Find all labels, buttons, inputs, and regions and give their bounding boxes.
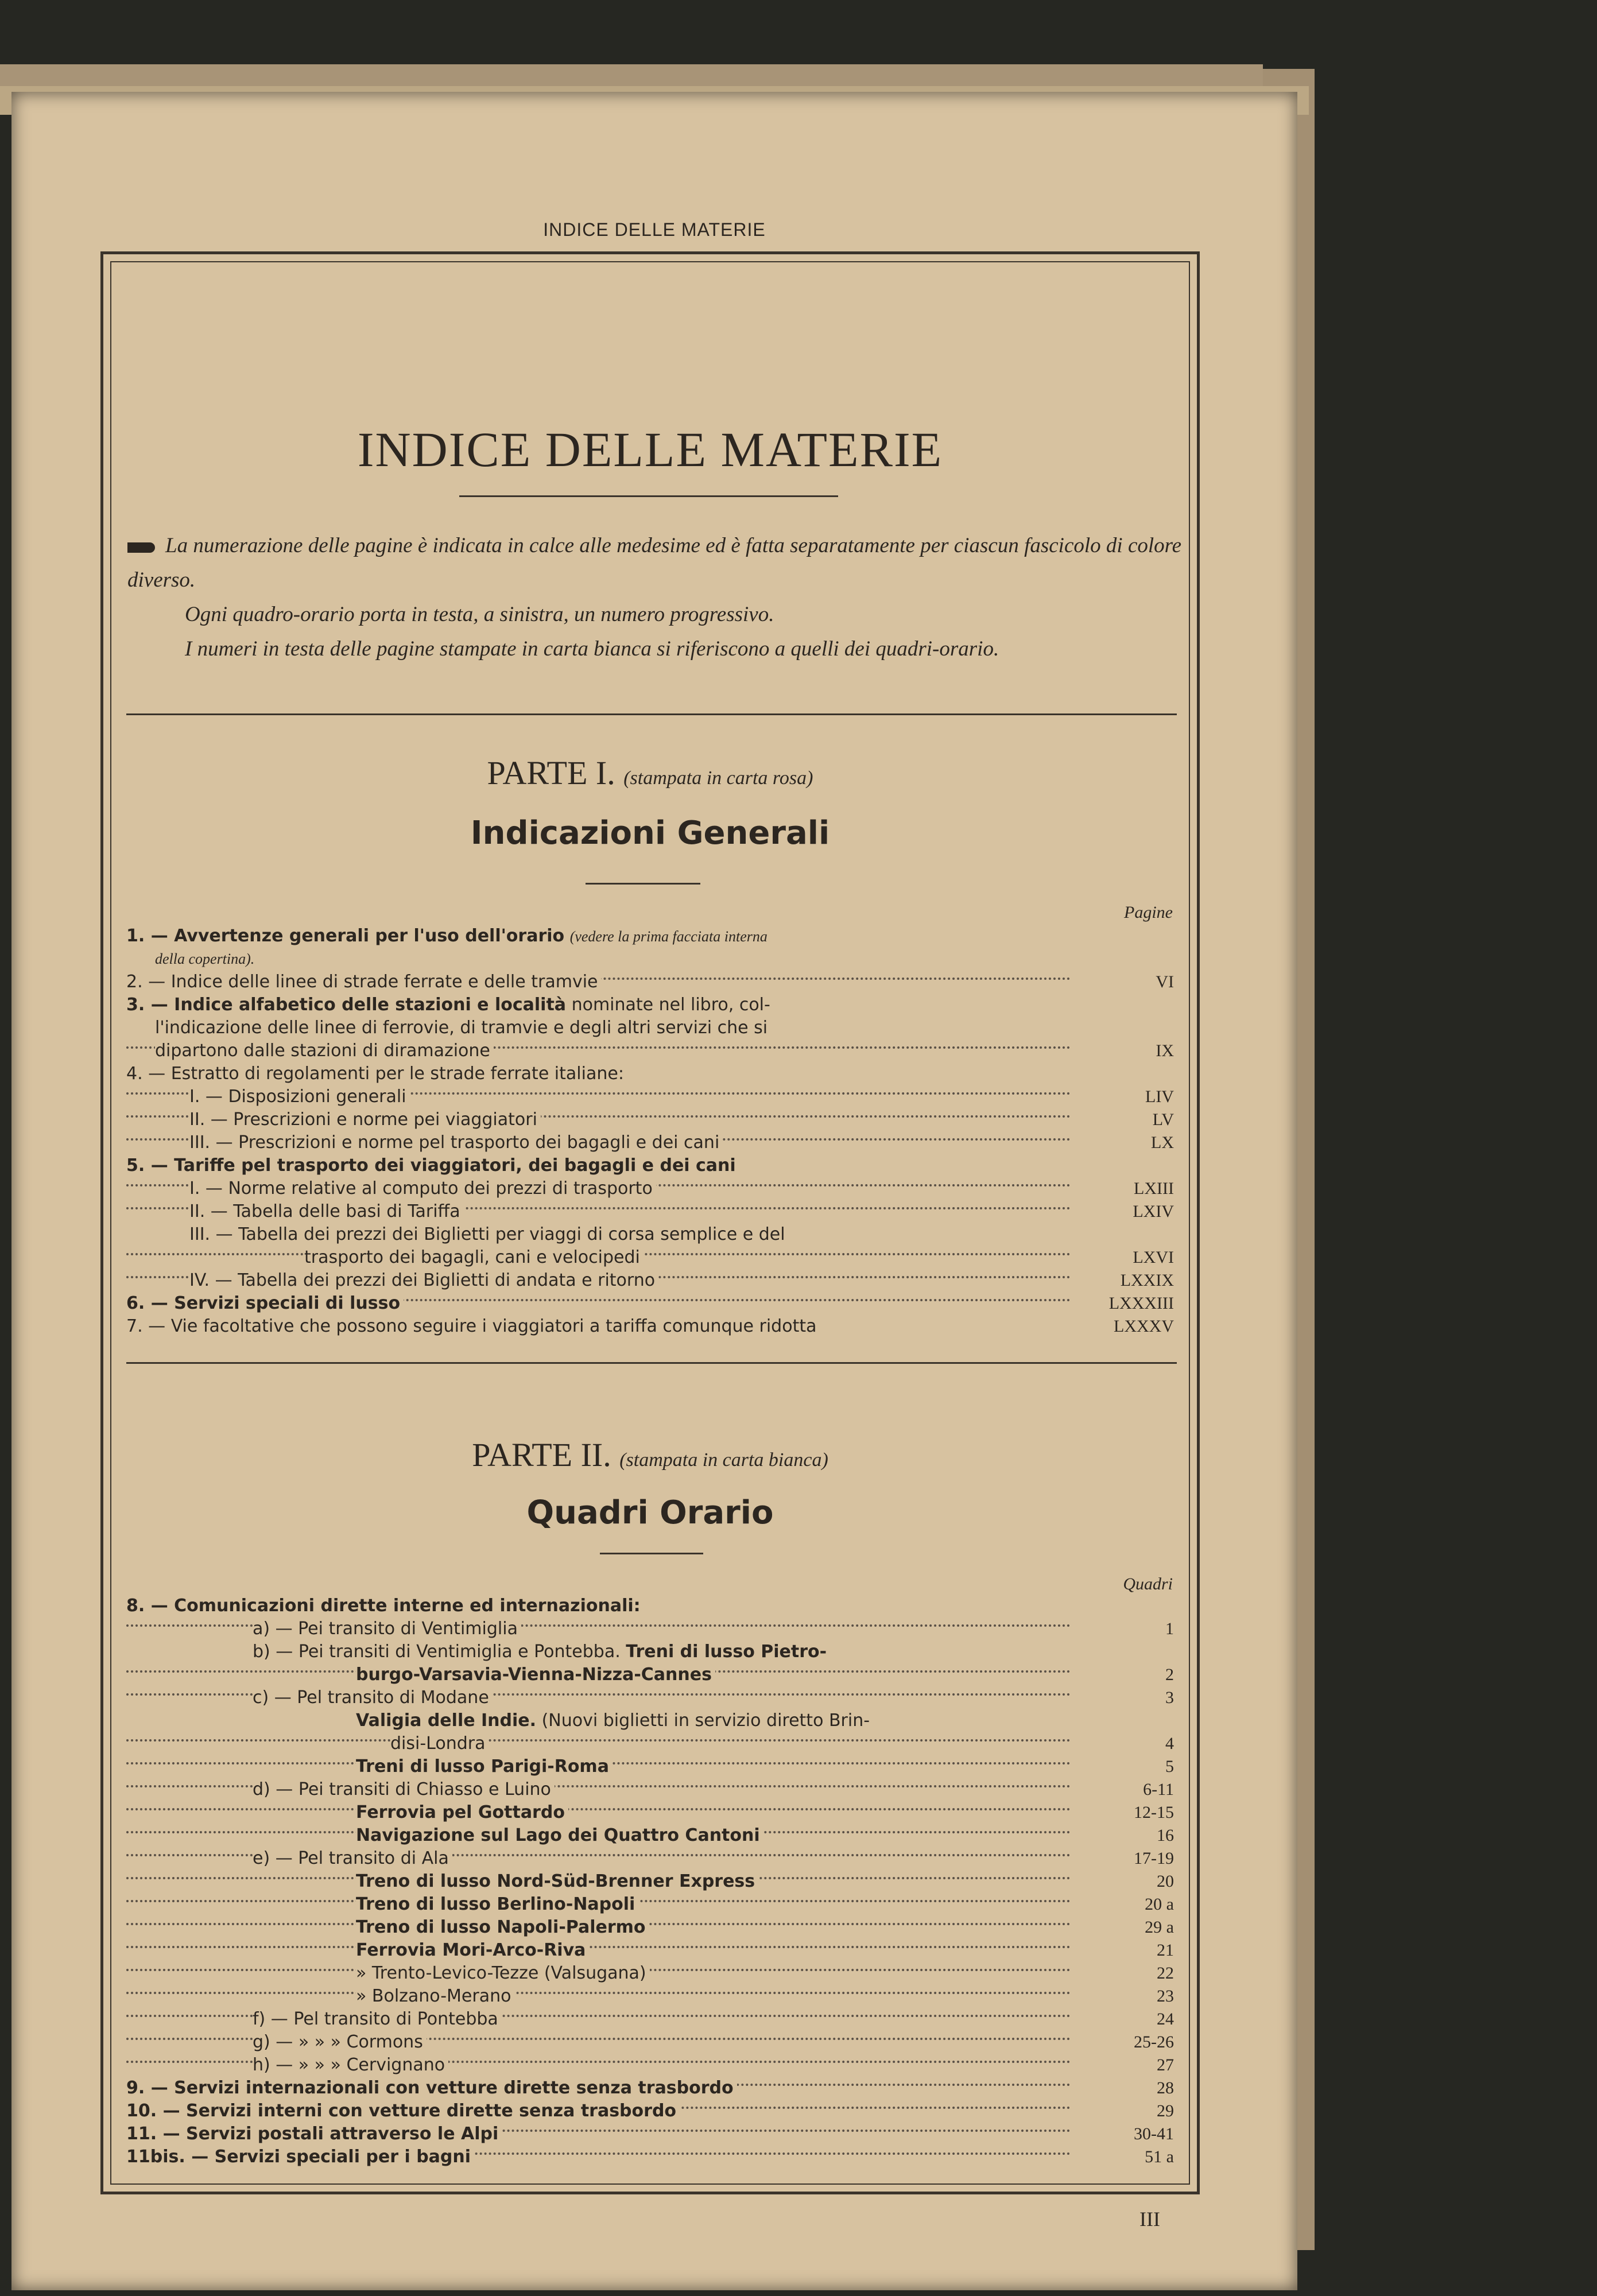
toc-entry: Treno di lusso Napoli-Palermo 29 a (126, 1916, 1174, 1939)
toc-entry: Ferrovia Mori-Arco-Riva 21 (126, 1939, 1174, 1962)
toc-entry: 9. — Servizi internazionali con vetture dirette senza trasbordo 28 (126, 2078, 1174, 2098)
toc-entry: II. — Tabella delle basi di Tariffa LXIV (126, 1200, 1174, 1223)
toc-entry: e) — Pel transito di Ala 17-19 (126, 1847, 1174, 1870)
content-frame (100, 251, 1200, 2194)
part1-title: Indicazioni Generali (470, 815, 830, 852)
notes-rule (126, 713, 1177, 715)
part1-col-label: Pagine (1124, 903, 1173, 922)
part1-end-rule (126, 1362, 1177, 1364)
part1-label: PARTE I. (487, 754, 615, 792)
toc-entry: f) — Pel transito di Pontebba 24 (126, 2008, 1174, 2031)
toc-entry: I. — Norme relative al computo dei prezzi di trasporto LXIII (126, 1177, 1174, 1200)
toc-entry: h) — » » » Cervignano 27 (126, 2054, 1174, 2077)
toc-entry: della copertina). (155, 951, 255, 967)
toc-entry: Valigia delle Indie. (Nuovi biglietti in servizio diretto Brin- (356, 1711, 870, 1731)
running-head: INDICE DELLE MATERIE (543, 219, 766, 240)
toc-entry: c) — Pel transito di Modane 3 (126, 1686, 1174, 1709)
part1-entries (126, 925, 1174, 1338)
toc-entry: 8. — Comunicazioni dirette interne ed internazionali: (126, 1596, 641, 1616)
part2-note: (stampata in carta bianca) (619, 1449, 828, 1471)
toc-entry: » Trento-Levico-Tezze (Valsugana) 22 (126, 1962, 1174, 1985)
note-1: La numerazione delle pagine è indicata in calce alle medesime ed è fatta separatamente per ciascun fascicolo di colore diverso. (127, 534, 1182, 592)
part1-heading (103, 754, 1197, 792)
note-2: Ogni quadro-orario porta in testa, a sinistra, un numero progressivo. (185, 603, 774, 626)
toc-entry: Treni di lusso Parigi-Roma 5 (126, 1755, 1174, 1778)
toc-entry: 5. — Tariffe pel trasporto dei viaggiatori, dei bagagli e dei cani (126, 1155, 736, 1176)
toc-entry: » Bolzano-Merano 23 (126, 1985, 1174, 2008)
part1-rule (586, 883, 700, 885)
book-page (11, 92, 1297, 2290)
toc-entry: IV. — Tabella dei prezzi dei Biglietti di andata e ritorno LXXIX (126, 1269, 1174, 1292)
toc-entry: b) — Pei transiti di Ventimiglia e Pontebba. Treni di lusso Pietro- (253, 1642, 827, 1662)
toc-entry: Treno di lusso Nord-Süd-Brenner Express 20 (126, 1870, 1174, 1893)
page-folio: III (1139, 2208, 1160, 2231)
toc-entry: 1. — Avvertenze generali per l'uso dell'orario (vedere la prima facciata interna (126, 926, 768, 946)
toc-entry: burgo-Varsavia-Vienna-Nizza-Cannes 2 (126, 1663, 1174, 1686)
toc-entry: 11. — Servizi postali attraverso le Alpi 30-41 (126, 2124, 1174, 2144)
part2-entries (126, 1595, 1174, 2169)
toc-entry: g) — » » » Cormons 25-26 (126, 2031, 1174, 2054)
title-rule (459, 495, 838, 497)
part2-col-label: Quadri (1123, 1574, 1173, 1593)
toc-entry: dipartono dalle stazioni di diramazione IX (126, 1040, 1174, 1062)
toc-entry: Navigazione sul Lago dei Quattro Cantoni 16 (126, 1824, 1174, 1847)
toc-entry: III. — Prescrizioni e norme pel trasporto dei bagagli e dei cani LX (126, 1131, 1174, 1154)
toc-entry: d) — Pei transiti di Chiasso e Luino 6-11 (126, 1778, 1174, 1801)
toc-entry: 10. — Servizi interni con vetture dirette senza trasbordo 29 (126, 2101, 1174, 2121)
toc-entry: 6. — Servizi speciali di lusso LXXXIII (126, 1293, 1174, 1313)
toc-entry: 11bis. — Servizi speciali per i bagni 51 a (126, 2147, 1174, 2167)
toc-entry: 7. — Vie facoltative che possono seguire i viaggiatori a tariffa comunque ridotta LXXXV (126, 1316, 1174, 1336)
toc-entry: 4. — Estratto di regolamenti per le strade ferrate italiane: (126, 1064, 624, 1084)
part2-heading (103, 1436, 1197, 1474)
part2-label: PARTE II. (472, 1436, 611, 1473)
page-title: INDICE DELLE MATERIE (357, 422, 943, 477)
part2-title: Quadri Orario (526, 1494, 774, 1531)
part1-note: (stampata in carta rosa) (623, 767, 813, 789)
toc-entry: 3. — Indice alfabetico delle stazioni e località nominate nel libro, col- (126, 995, 770, 1015)
toc-entry: Ferrovia pel Gottardo 12-15 (126, 1801, 1174, 1824)
toc-entry: 2. — Indice delle linee di strade ferrate e delle tramvie VI (126, 972, 1174, 992)
toc-entry: II. — Prescrizioni e norme pei viaggiatori LV (126, 1108, 1174, 1131)
pointing-hand-icon (127, 542, 155, 553)
note-3: I numeri in testa delle pagine stampate in carta bianca si riferiscono a quelli dei quadri-orario. (185, 637, 999, 661)
toc-entry: trasporto dei bagagli, cani e velocipedi LXVI (126, 1246, 1174, 1269)
toc-entry: l'indicazione delle linee di ferrovie, di tramvie e degli altri servizi che si (155, 1018, 768, 1038)
toc-entry: I. — Disposizioni generali LIV (126, 1085, 1174, 1108)
toc-entry: disi-Londra 4 (126, 1732, 1174, 1755)
toc-entry: Treno di lusso Berlino-Napoli 20 a (126, 1893, 1174, 1916)
notes-block (127, 529, 1184, 666)
toc-entry: a) — Pei transito di Ventimiglia 1 (126, 1618, 1174, 1640)
part2-rule (600, 1553, 703, 1554)
toc-entry: III. — Tabella dei prezzi dei Biglietti per viaggi di corsa semplice e del (189, 1224, 785, 1244)
